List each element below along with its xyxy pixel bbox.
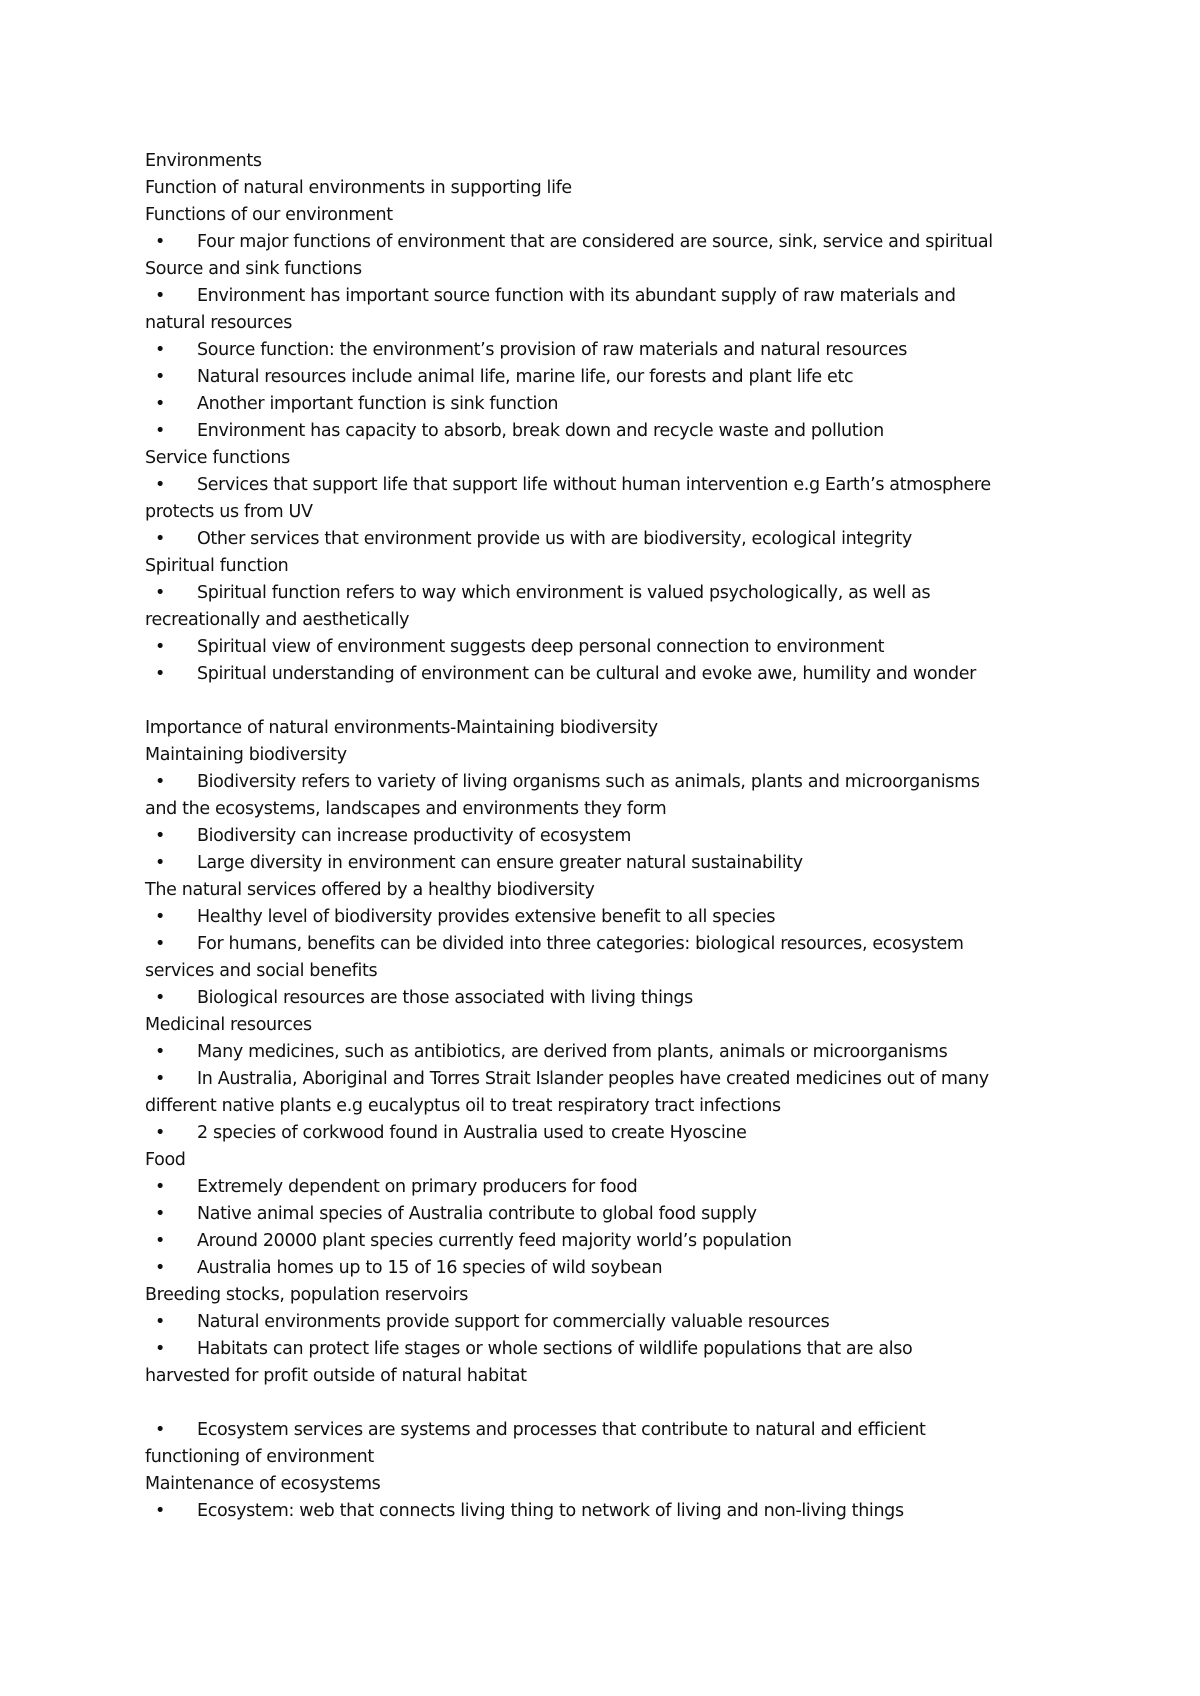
section-heading: Environments	[145, 151, 262, 171]
bullet-item	[145, 1417, 1065, 1471]
bullet-text: Ecosystem services are systems and processes that contribute to natural and efficient	[197, 1420, 926, 1440]
bullet-item	[145, 1066, 1065, 1120]
bullet-text: Healthy level of biodiversity provides extensive benefit to all species	[197, 907, 776, 927]
section-heading: Function of natural environments in supporting life	[145, 178, 572, 198]
bullet-item	[145, 364, 1065, 391]
bullet-text: Services that support life that support life without human intervention e.g Earth’s atmosphere	[197, 475, 991, 495]
bullet-text: In Australia, Aboriginal and Torres Strait Islander peoples have created medicines out of many	[197, 1069, 989, 1089]
bullet-icon: •	[155, 1501, 165, 1521]
bullet-icon: •	[155, 826, 165, 846]
section-heading: Medicinal resources	[145, 1015, 312, 1035]
section-heading: Functions of our environment	[145, 205, 393, 225]
bullet-continuation: different native plants e.g eucalyptus oil to treat respiratory tract infections	[145, 1096, 781, 1116]
bullet-text: Around 20000 plant species currently feed majority world’s population	[197, 1231, 792, 1251]
bullet-text: Another important function is sink function	[197, 394, 559, 414]
bullet-item	[145, 1336, 1065, 1390]
bullet-item	[145, 1201, 1065, 1228]
bullet-item	[145, 418, 1065, 445]
bullet-icon: •	[155, 340, 165, 360]
bullet-icon: •	[155, 232, 165, 252]
bullet-icon: •	[155, 1042, 165, 1062]
bullet-text: Spiritual function refers to way which environment is valued psychologically, as well as	[197, 583, 931, 603]
bullet-item	[145, 1498, 1065, 1525]
bullet-item	[145, 1255, 1065, 1282]
bullet-text: Environment has capacity to absorb, break down and recycle waste and pollution	[197, 421, 884, 441]
bullet-item	[145, 931, 1065, 985]
bullet-text: 2 species of corkwood found in Australia used to create Hyoscine	[197, 1123, 747, 1143]
bullet-continuation: services and social benefits	[145, 961, 378, 981]
bullet-text: Native animal species of Australia contribute to global food supply	[197, 1204, 757, 1224]
bullet-icon: •	[155, 988, 165, 1008]
bullet-icon: •	[155, 1204, 165, 1224]
bullet-text: Four major functions of environment that are considered are source, sink, service and spiritual	[197, 232, 993, 252]
bullet-icon: •	[155, 583, 165, 603]
bullet-icon: •	[155, 664, 165, 684]
bullet-item	[145, 634, 1065, 661]
bullet-item	[145, 472, 1065, 526]
bullet-item	[145, 283, 1065, 337]
bullet-item	[145, 1039, 1065, 1066]
bullet-text: Large diversity in environment can ensure greater natural sustainability	[197, 853, 803, 873]
bullet-continuation: harvested for profit outside of natural habitat	[145, 1366, 527, 1386]
bullet-item	[145, 580, 1065, 634]
bullet-icon: •	[155, 1069, 165, 1089]
document-page	[145, 148, 1065, 1525]
bullet-text: Biodiversity refers to variety of living organisms such as animals, plants and microorganisms	[197, 772, 980, 792]
bullet-icon: •	[155, 637, 165, 657]
bullet-icon: •	[155, 1231, 165, 1251]
bullet-item	[145, 823, 1065, 850]
bullet-icon: •	[155, 1312, 165, 1332]
bullet-item	[145, 1309, 1065, 1336]
bullet-icon: •	[155, 286, 165, 306]
section-heading: Food	[145, 1150, 186, 1170]
bullet-item	[145, 850, 1065, 877]
bullet-continuation: and the ecosystems, landscapes and environments they form	[145, 799, 667, 819]
section-heading: The natural services offered by a healthy biodiversity	[145, 880, 595, 900]
bullet-text: Habitats can protect life stages or whole sections of wildlife populations that are also	[197, 1339, 913, 1359]
bullet-text: Spiritual view of environment suggests deep personal connection to environment	[197, 637, 885, 657]
bullet-icon: •	[155, 1258, 165, 1278]
bullet-continuation: functioning of environment	[145, 1447, 374, 1467]
bullet-text: Biological resources are those associated with living things	[197, 988, 693, 1008]
bullet-item	[145, 337, 1065, 364]
bullet-icon: •	[155, 1123, 165, 1143]
bullet-text: Spiritual understanding of environment can be cultural and evoke awe, humility and wonder	[197, 664, 976, 684]
bullet-item	[145, 229, 1065, 256]
bullet-text: Other services that environment provide us with are biodiversity, ecological integrity	[197, 529, 912, 549]
bullet-icon: •	[155, 934, 165, 954]
bullet-icon: •	[155, 907, 165, 927]
section-heading: Service functions	[145, 448, 290, 468]
bullet-continuation: recreationally and aesthetically	[145, 610, 410, 630]
bullet-icon: •	[155, 421, 165, 441]
bullet-item	[145, 1174, 1065, 1201]
bullet-continuation: natural resources	[145, 313, 292, 333]
section-heading: Maintenance of ecosystems	[145, 1474, 381, 1494]
bullet-icon: •	[155, 1339, 165, 1359]
bullet-continuation: protects us from UV	[145, 502, 313, 522]
paragraph-gap	[145, 1390, 1065, 1417]
bullet-text: Source function: the environment’s provision of raw materials and natural resources	[197, 340, 908, 360]
section-heading: Breeding stocks, population reservoirs	[145, 1285, 469, 1305]
bullet-item	[145, 904, 1065, 931]
bullet-item	[145, 985, 1065, 1012]
section-heading: Spiritual function	[145, 556, 289, 576]
section-heading: Maintaining biodiversity	[145, 745, 347, 765]
bullet-icon: •	[155, 367, 165, 387]
bullet-text: Australia homes up to 15 of 16 species of wild soybean	[197, 1258, 663, 1278]
bullet-item	[145, 526, 1065, 553]
bullet-icon: •	[155, 1420, 165, 1440]
paragraph-gap	[145, 688, 1065, 715]
bullet-icon: •	[155, 853, 165, 873]
bullet-item	[145, 1120, 1065, 1147]
bullet-item	[145, 661, 1065, 688]
bullet-text: Extremely dependent on primary producers for food	[197, 1177, 638, 1197]
section-heading: Source and sink functions	[145, 259, 362, 279]
section-heading: Importance of natural environments-Maintaining biodiversity	[145, 718, 658, 738]
bullet-icon: •	[155, 475, 165, 495]
bullet-text: Natural resources include animal life, marine life, our forests and plant life etc	[197, 367, 854, 387]
bullet-text: For humans, benefits can be divided into three categories: biological resources, ecosystem	[197, 934, 964, 954]
bullet-item	[145, 769, 1065, 823]
bullet-icon: •	[155, 772, 165, 792]
bullet-icon: •	[155, 1177, 165, 1197]
bullet-text: Many medicines, such as antibiotics, are derived from plants, animals or microorganisms	[197, 1042, 948, 1062]
bullet-icon: •	[155, 529, 165, 549]
bullet-icon: •	[155, 394, 165, 414]
bullet-text: Natural environments provide support for commercially valuable resources	[197, 1312, 830, 1332]
bullet-text: Environment has important source function with its abundant supply of raw materials and	[197, 286, 956, 306]
bullet-item	[145, 391, 1065, 418]
bullet-item	[145, 1228, 1065, 1255]
bullet-text: Ecosystem: web that connects living thing to network of living and non-living things	[197, 1501, 904, 1521]
bullet-text: Biodiversity can increase productivity of ecosystem	[197, 826, 632, 846]
